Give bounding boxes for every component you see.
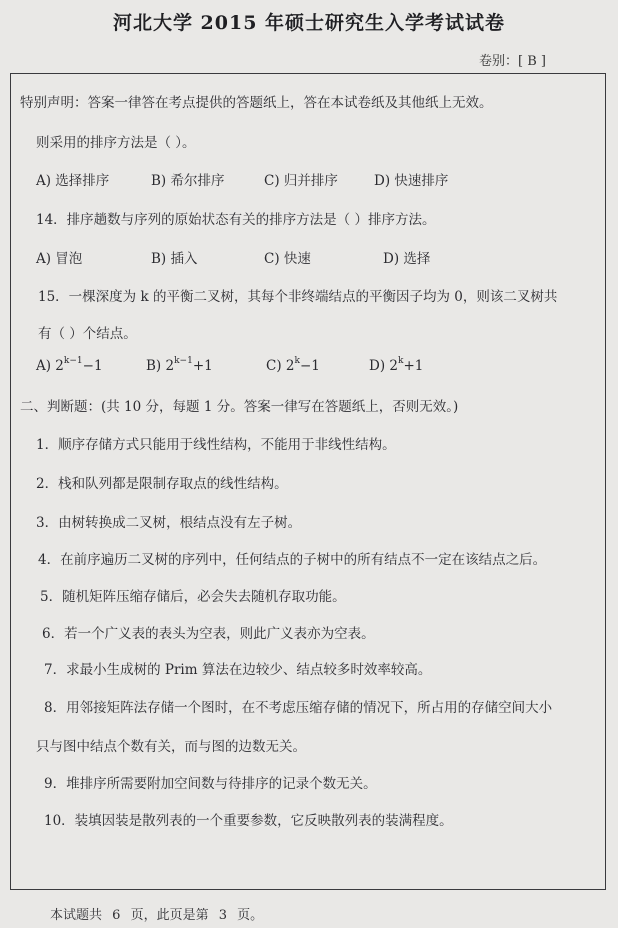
footer-current-page: 3 <box>218 908 228 923</box>
tf-item-3: 3．由树转换成二叉树，根结点没有左子树。 <box>36 515 302 531</box>
section-2-heading: 二、判断题：(共 10 分，每题 1 分。答案一律写在答题纸上，否则无效。) <box>20 399 459 415</box>
q13-option-c: C) 归并排序 <box>264 173 338 189</box>
q15-c-tail: −1 <box>299 358 320 374</box>
tf-item-7: 7．求最小生成树的 Prim 算法在边较少、结点较多时效率较高。 <box>44 662 432 678</box>
q15-option-b <box>146 358 213 374</box>
q13-option-b: B) 希尔排序 <box>151 173 225 189</box>
q14-stem: 14．排序趟数与序列的原始状态有关的排序方法是（ ）排序方法。 <box>36 212 436 228</box>
q15-a-tail: −1 <box>82 358 103 374</box>
footer-suffix: 页。 <box>237 908 264 923</box>
q15-c-exp: k <box>294 356 300 366</box>
exam-title: 河北大学 2015 年硕士研究生入学考试试卷 <box>112 12 506 34</box>
q15-stem-line2: 有（ ）个结点。 <box>38 326 137 342</box>
tf-item-8-line1: 8．用邻接矩阵法存储一个图时，在不考虑压缩存储的情况下，所占用的存储空间大小 <box>44 700 553 716</box>
q15-b-base: B) 2 <box>146 358 175 374</box>
q15-a-base: A) 2 <box>36 358 64 374</box>
q14-option-d: D) 选择 <box>383 251 431 267</box>
q15-option-d <box>369 358 423 374</box>
q15-option-a <box>36 358 103 374</box>
q13-option-a: A) 选择排序 <box>36 173 110 189</box>
footer-prefix: 本试题共 <box>50 908 103 923</box>
q13-stem: 则采用的排序方法是（ ）。 <box>36 135 196 151</box>
q15-option-c <box>266 358 320 374</box>
tf-item-5: 5．随机矩阵压缩存储后，必会失去随机存取功能。 <box>40 589 346 605</box>
q13-option-d: D) 快速排序 <box>374 173 449 189</box>
q15-c-base: C) 2 <box>266 358 295 374</box>
q14-option-a: A) 冒泡 <box>36 251 83 267</box>
q15-stem-line1: 15．一棵深度为 k 的平衡二叉树，其每个非终端结点的平衡因子均为 0，则该二叉树共 <box>38 289 558 305</box>
footer-total-pages: 6 <box>112 908 121 923</box>
tf-item-4: 4．在前序遍历二叉树的序列中，任何结点的子树中的所有结点不一定在该结点之后。 <box>38 552 547 568</box>
q15-b-exp: k−1 <box>174 356 193 366</box>
special-notice: 特别声明：答案一律答在考点提供的答题纸上，答在本试卷纸及其他纸上无效。 <box>20 95 493 111</box>
q15-b-tail: +1 <box>192 358 213 374</box>
tf-item-2: 2．栈和队列都是限制存取点的线性结构。 <box>36 476 288 492</box>
tf-item-8-line2: 只与图中结点个数有关，而与图的边数无关。 <box>36 739 306 755</box>
tf-item-10: 10．装填因装是散列表的一个重要参数，它反映散列表的装满程度。 <box>44 813 453 829</box>
q15-d-base: D) 2 <box>369 358 398 374</box>
paper-version-label: 卷别：[ B ] <box>479 54 546 69</box>
tf-item-9: 9．堆排序所需要附加空间数与待排序的记录个数无关。 <box>44 776 377 792</box>
q15-d-tail: +1 <box>403 358 424 374</box>
q15-d-exp: k <box>397 356 404 366</box>
page-footer <box>50 904 263 923</box>
tf-item-1: 1．顺序存储方式只能用于线性结构，不能用于非线性结构。 <box>36 437 396 453</box>
q14-option-c: C) 快速 <box>264 251 311 267</box>
q15-a-exp: k−1 <box>63 356 83 366</box>
q14-option-b: B) 插入 <box>151 251 198 267</box>
footer-middle: 页，此页是第 <box>130 908 209 923</box>
tf-item-6: 6．若一个广义表的表头为空表，则此广义表亦为空表。 <box>42 626 375 642</box>
